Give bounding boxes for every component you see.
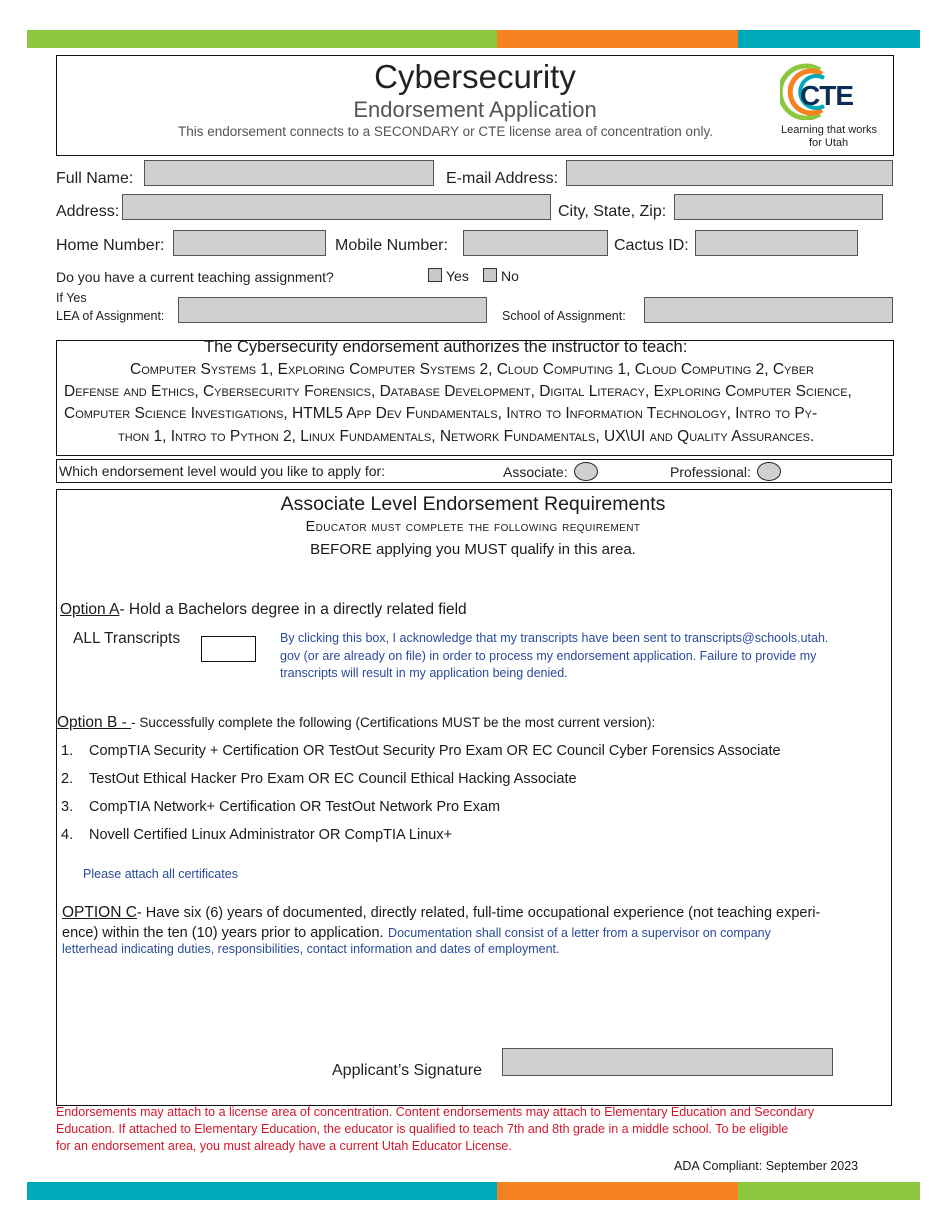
attach-note: Please attach all certificates xyxy=(83,867,238,881)
cert-item: 3. CompTIA Network+ Certification OR TestOut Network Pro Exam xyxy=(61,799,501,815)
bottom-bar-orange xyxy=(497,1182,738,1200)
requirements-warning: BEFORE applying you MUST qualify in this area. xyxy=(310,541,636,558)
email-label: E-mail Address: xyxy=(446,170,559,187)
teaching-question: Do you have a current teaching assignment? xyxy=(56,269,334,285)
bottom-bar-green xyxy=(738,1182,920,1200)
disclaimer-line-1: Endorsements may attach to a license area of concentration. Content endorsements may attach to Elementary Education and Secondary xyxy=(56,1105,815,1119)
requirements-subheading: Educator must complete the following requirement xyxy=(305,519,641,535)
full-name-field[interactable] xyxy=(144,160,434,186)
signature-label: Applicant’s Signature xyxy=(332,1062,483,1079)
option-b-label: Option B - xyxy=(57,714,132,731)
authorization-courses-line-1: Computer Systems 1, Exploring Computer Systems 2, Cloud Computing 1, Cloud Computing 2, Cyber xyxy=(130,361,814,378)
associate-option[interactable] xyxy=(503,462,598,481)
email-field[interactable] xyxy=(566,160,893,186)
associate-label: Associate: xyxy=(503,464,568,480)
requirements-box xyxy=(56,489,892,1106)
yes-checkbox[interactable] xyxy=(428,268,442,282)
option-a-label: Option A xyxy=(60,601,120,618)
home-number-field[interactable] xyxy=(173,230,326,256)
lea-label: LEA of Assignment: xyxy=(56,309,165,323)
school-field[interactable] xyxy=(644,297,893,323)
level-question: Which endorsement level would you like to apply for: xyxy=(59,463,386,479)
cte-logo-tagline-2: for Utah xyxy=(809,137,849,149)
option-c-line-2 xyxy=(62,924,771,942)
school-label: School of Assignment: xyxy=(502,309,626,323)
option-a xyxy=(60,601,467,619)
authorization-courses-line-3: Computer Science Investigations, HTML5 App Dev Fundamentals, Intro to Information Technology, Intro to Py- xyxy=(64,405,818,422)
teaching-no-option[interactable] xyxy=(483,268,519,284)
mobile-number-label: Mobile Number: xyxy=(335,237,448,254)
home-number-label: Home Number: xyxy=(56,237,165,254)
option-b xyxy=(57,714,655,732)
full-name-label: Full Name: xyxy=(56,170,134,187)
disclaimer-line-2: Education. If attached to Elementary Education, the educator is qualified to teach 7th and 8th grade in a middle school. To be eligible xyxy=(56,1122,789,1136)
mobile-number-field[interactable] xyxy=(463,230,608,256)
top-bar-green xyxy=(27,30,497,48)
option-c-text-1: - Have six (6) years of documented, directly related, full-time occupational experience (not teaching experi- xyxy=(136,905,821,921)
top-bar-teal xyxy=(738,30,920,48)
transcripts-ack-line-3: transcripts will result in my application being denied. xyxy=(280,666,568,680)
transcripts-checkbox[interactable] xyxy=(201,636,256,662)
ada-compliance: ADA Compliant: September 2023 xyxy=(674,1159,859,1173)
no-label: No xyxy=(501,268,519,284)
city-state-zip-field[interactable] xyxy=(674,194,883,220)
option-a-text: - Hold a Bachelors degree in a directly related field xyxy=(119,601,467,618)
cert-item: 1. CompTIA Security + Certification OR TestOut Security Pro Exam OR EC Council Cyber Forensics Associate xyxy=(61,743,781,759)
cactus-id-field[interactable] xyxy=(695,230,858,256)
cactus-id-label: Cactus ID: xyxy=(614,237,689,254)
top-bar-orange xyxy=(497,30,738,48)
option-c-line-1 xyxy=(62,904,820,922)
signature-field[interactable] xyxy=(502,1048,833,1076)
transcripts-label: ALL Transcripts xyxy=(73,630,181,647)
cert-item: 2. TestOut Ethical Hacker Pro Exam OR EC Council Ethical Hacking Associate xyxy=(61,771,577,787)
professional-radio[interactable] xyxy=(757,462,781,481)
page-title: Cybersecurity xyxy=(374,58,576,95)
cert-item: 4. Novell Certified Linux Administrator OR CompTIA Linux+ xyxy=(61,827,453,843)
option-b-text: - Successfully complete the following (Certifications MUST be the most current version): xyxy=(131,715,656,730)
associate-radio[interactable] xyxy=(574,462,598,481)
disclaimer-line-3: for an endorsement area, you must already have a current Utah Educator License. xyxy=(56,1139,512,1153)
option-c-documentation-1: Documentation shall consist of a letter from a supervisor on company xyxy=(388,926,771,940)
page-subtitle: Endorsement Application xyxy=(353,97,597,122)
cte-logo-tagline-1: Learning that works xyxy=(781,124,877,136)
header-note: This endorsement connects to a SECONDARY or CTE license area of concentration only. xyxy=(178,124,714,139)
professional-option[interactable] xyxy=(670,462,781,481)
transcripts-ack-line-1: By clicking this box, I acknowledge that my transcripts have been sent to transcripts@schools.utah. xyxy=(280,631,829,645)
professional-label: Professional: xyxy=(670,464,751,480)
authorization-courses-line-2: Defense and Ethics, Cybersecurity Forensics, Database Development, Digital Literacy, Exploring Computer Science, xyxy=(64,383,852,400)
cte-logo xyxy=(780,60,890,152)
no-checkbox[interactable] xyxy=(483,268,497,282)
cte-logo-text: CTE xyxy=(800,80,853,111)
transcripts-ack-line-2: gov (or are already on file) in order to process my endorsement application. Failure to provide my xyxy=(280,649,817,663)
option-c-label: OPTION C xyxy=(62,904,137,921)
authorization-courses-line-4: thon 1, Intro to Python 2, Linux Fundamentals, Network Fundamentals, UX\UI and Quality Assurances. xyxy=(118,428,815,445)
if-yes-label: If Yes xyxy=(56,291,87,305)
city-state-zip-label: City, State, Zip: xyxy=(558,203,667,220)
address-field[interactable] xyxy=(122,194,551,220)
bottom-bar-teal xyxy=(27,1182,497,1200)
yes-label: Yes xyxy=(446,268,469,284)
address-label: Address: xyxy=(56,203,120,220)
option-c-documentation-2: letterhead indicating duties, responsibilities, contact information and dates of employment. xyxy=(62,942,560,956)
option-c-text-2: ence) within the ten (10) years prior to application. xyxy=(62,925,384,941)
authorization-heading: The Cybersecurity endorsement authorizes the instructor to teach: xyxy=(204,338,688,356)
lea-field[interactable] xyxy=(178,297,487,323)
requirements-heading: Associate Level Endorsement Requirements xyxy=(280,493,666,515)
teaching-yes-option[interactable] xyxy=(428,268,469,284)
